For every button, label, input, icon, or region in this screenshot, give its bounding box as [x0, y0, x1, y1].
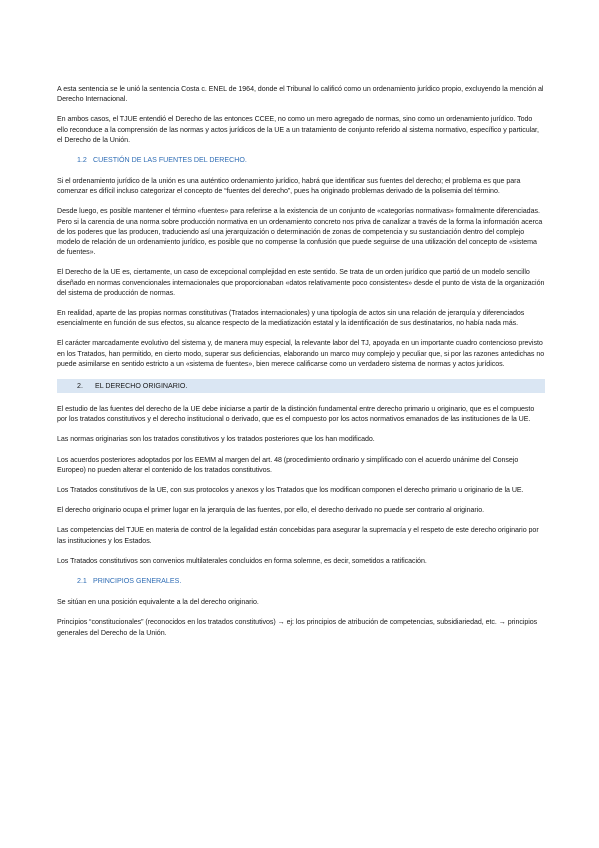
subsection-heading — [57, 576, 545, 586]
document-body — [57, 84, 545, 648]
section-heading — [57, 379, 545, 393]
paragraph: Si el ordenamiento jurídico de la unión es una auténtico ordenamiento jurídico, habrá que identificar sus fuentes del derecho; el problema es que para comenzar es difícil incluso categorizar el concepto de “fuentes del derecho”, pues ha originado problemas derivado de la polisemia del término. — [57, 177, 521, 196]
paragraph: El derecho originario ocupa el primer lugar en la jerarquía de las fuentes, por ello, el derecho derivado no puede ser contrario al originario. — [57, 506, 485, 515]
paragraph: Se sitúan en una posición equivalente a la del derecho originario. — [57, 598, 259, 607]
subsection-heading — [57, 155, 545, 165]
paragraph: El estudio de las fuentes del derecho de la UE debe iniciarse a partir de la distinción fundamental entre derecho primario u originario, que es el compuesto por los tratados constitutivos y el derecho institucional o derivado, que es el compuesto por los actos normativos emanados de las instituciones de la UE. — [57, 405, 535, 424]
paragraph: El carácter marcadamente evolutivo del sistema y, de manera muy especial, la relevante labor del TJ, apoyada en un importante cuadro contencioso previsto en los Tratados, han permitido, en cierto modo, superar sus deficiencias, elaborando un marco muy complejo y peculiar que, si por las razones antedichas no puede asimilarse en sentido estricto a un «sistema de fuentes», bien merece calificarse como un verdadero sistema de normas y actos jurídicos. — [57, 339, 545, 368]
paragraph: Principios “constitucionales” (reconocidos en los tratados constitutivos) → ej: los principios de atribución de competencias, subsidiariedad, etc. → principios generales del Derecho de la Unión. — [57, 618, 538, 637]
heading-text: PRINCIPIOS GENERALES. — [92, 577, 182, 586]
heading-number: 2. — [77, 382, 83, 391]
paragraph: Los acuerdos posteriores adoptados por los EEMM al margen del art. 48 (procedimiento ordinario y simplificado con el acuerdo unánime del Consejo Europeo) no pueden alterar el contenido de los tratados constitutivos. — [57, 455, 519, 474]
paragraph: Los Tratados constitutivos son convenios multilaterales concluidos en forma solemne, es decir, sometidos a ratificación. — [57, 556, 427, 565]
paragraph: Desde luego, es posible mantener el término «fuentes» para referirse a la existencia de un conjunto de «categorías normativas» formalmente diferenciadas. Pero si la carencia de una norma sobre producción normativa en un ordenamiento concreto nos priva de canalizar a través de la forma la información acerca de los poderes que las producen, traduciendo así una jerarquización o determinación de zonas de competencia y su sustanciación dentro del complejo modelo de relación de un ordenamiento jurídico, es posible que no compense la confusión que puede seguirse de una utilización del concepto de «sistema de fuentes». — [57, 207, 543, 257]
paragraph: En ambos casos, el TJUE entendió el Derecho de las entonces CCEE, no como un mero agregado de normas, sino como un ordenamiento jurídico. Todo ello reconduce a la comprensión de las normas y actos jurídicos de la UE a un tratamiento de conjunto referido al sistema normativo, específico y particular, el Derecho de la Unión. — [57, 115, 539, 144]
paragraph: Las competencias del TJUE en materia de control de la legalidad están concebidas para asegurar la supremacía y el respeto de este derecho originario por las instituciones y los Estados. — [57, 526, 539, 545]
heading-number: 2.1 — [77, 577, 87, 586]
paragraph: Las normas originarias son los tratados constitutivos y los tratados posteriores que los han modificado. — [57, 435, 375, 444]
heading-number: 1.2 — [77, 156, 87, 165]
paragraph: El Derecho de la UE es, ciertamente, un caso de excepcional complejidad en este sentido. Se trata de un orden jurídico que partió de un modelo sencillo diseñado en normas convencionales internacionales que proporcionaban «datos relativamente poco consistentes» desde el punto de vista de la organización del sistema de producción de normas. — [57, 268, 545, 297]
heading-text: EL DERECHO ORIGINARIO. — [94, 382, 188, 391]
paragraph: A esta sentencia se le unió la sentencia Costa c. ENEL de 1964, donde el Tribunal lo calificó como un ordenamiento jurídico propio, excluyendo la mención al Derecho Internacional. — [57, 85, 544, 104]
heading-text: CUESTIÓN DE LAS FUENTES DEL DERECHO. — [92, 156, 247, 165]
paragraph: En realidad, aparte de las propias normas constitutivas (Tratados internacionales) y una tipología de actos sin una relación de jerarquía y diferenciados esencialmente en función de sus efectos, su alcance respecto de la mediatización estatal y la identificación de sus destinatarios, no había nada más. — [57, 309, 525, 328]
paragraph: Los Tratados constitutivos de la UE, con sus protocolos y anexos y los Tratados que los modifican componen el derecho primario u originario de la UE. — [57, 486, 524, 495]
